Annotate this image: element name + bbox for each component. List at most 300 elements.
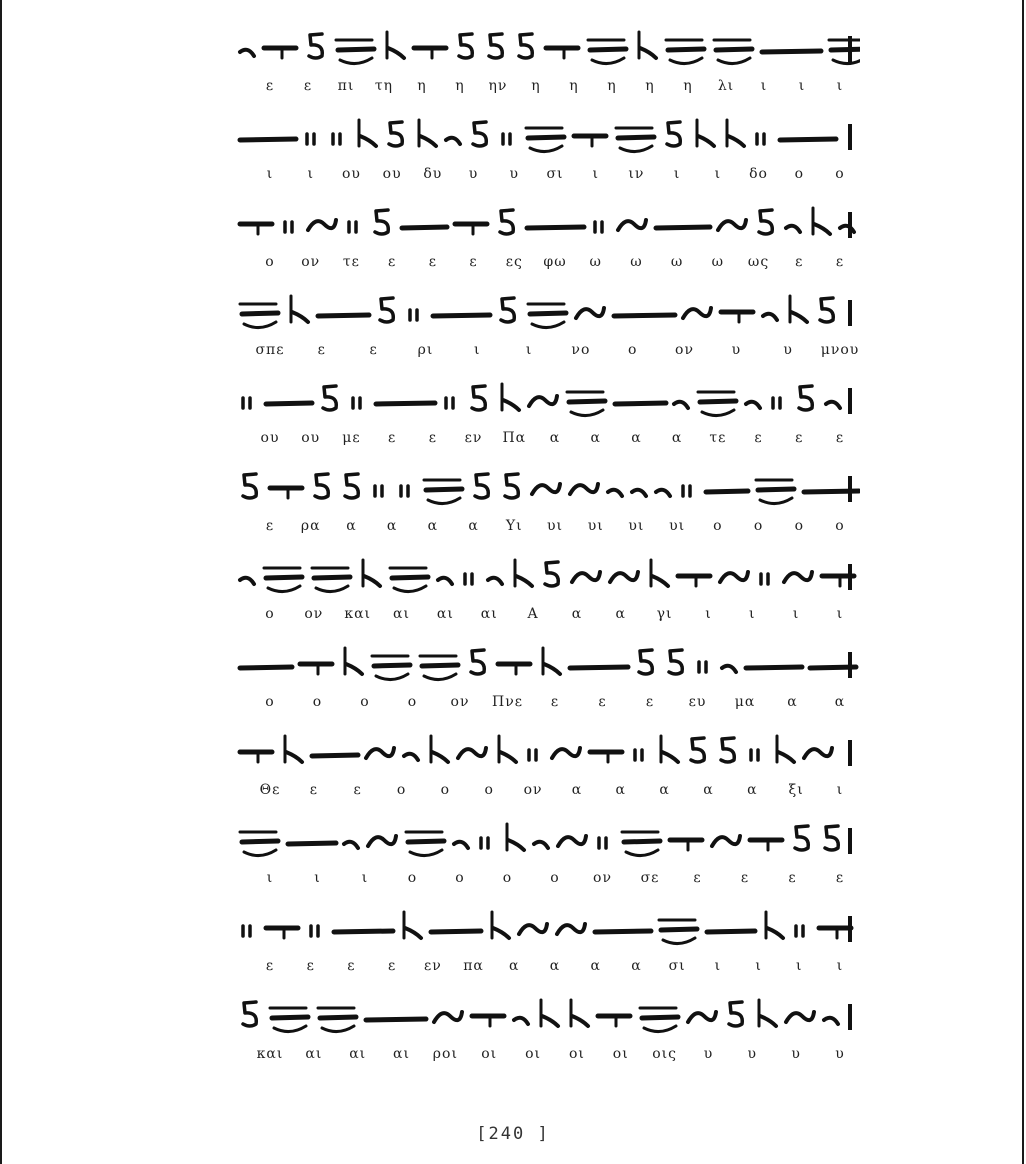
syllable: ρι — [417, 342, 434, 358]
neume-sign — [311, 926, 318, 936]
syllable: ε — [317, 342, 326, 358]
neume-sign — [656, 490, 670, 496]
syllable: ε — [309, 782, 318, 798]
neume-sign — [572, 572, 600, 582]
neume-sign — [773, 398, 780, 408]
syllable: ι — [792, 606, 800, 622]
syllable: ο — [835, 166, 845, 182]
neume-sign — [240, 139, 296, 140]
syllable: ως — [747, 254, 770, 270]
neume-sign — [459, 34, 472, 58]
neume-sign — [475, 474, 488, 498]
syllable: ον — [304, 606, 324, 622]
score-line — [230, 106, 860, 194]
syllable: ι — [836, 958, 844, 974]
neume-sign — [404, 754, 418, 760]
syllable: ε — [428, 254, 437, 270]
neume-notation — [230, 458, 860, 520]
neume-sign — [285, 736, 302, 762]
syllable: ο — [312, 694, 323, 710]
neume-sign — [372, 656, 410, 680]
neume-sign — [777, 736, 794, 762]
syllable: ι — [798, 78, 806, 94]
neume-sign — [359, 120, 376, 146]
syllable: ε — [693, 870, 702, 886]
syllable: ε — [388, 430, 397, 446]
syllable: ε — [645, 694, 655, 710]
neume-sign — [419, 120, 436, 146]
syllable-row — [230, 166, 860, 188]
syllable: ο — [753, 518, 764, 534]
neume-sign — [240, 304, 278, 328]
syllable: ε — [550, 694, 560, 710]
syllable: ι — [705, 606, 712, 622]
syllable: α — [747, 782, 758, 798]
neume-sign — [699, 662, 706, 672]
neume-notation — [230, 722, 860, 784]
syllable: ε — [428, 430, 437, 446]
neume-sign — [824, 1018, 838, 1024]
neume-sign — [264, 568, 302, 592]
syllable: ροι — [432, 1046, 458, 1062]
neume-sign — [528, 304, 566, 328]
neume-sign — [543, 648, 560, 674]
neume-sign — [240, 832, 278, 856]
neume-sign — [608, 490, 622, 496]
neume-sign — [366, 1019, 426, 1020]
neume-sign — [786, 226, 800, 232]
neume-sign — [571, 1000, 588, 1026]
neume-sign — [431, 736, 448, 762]
neume-sign — [368, 836, 396, 846]
neume-sign — [590, 752, 622, 762]
syllable: ον — [593, 870, 612, 886]
syllable: ι — [760, 78, 768, 94]
page-number: [240 ] — [476, 1124, 550, 1144]
syllable: ου — [301, 430, 321, 446]
syllable: ε — [740, 870, 750, 886]
syllable: α — [427, 518, 439, 534]
syllable: ξι — [788, 782, 804, 798]
neume-sign — [375, 486, 382, 496]
syllable: ευ — [688, 694, 707, 710]
neume-sign — [471, 650, 484, 674]
neume-sign — [270, 488, 302, 498]
neume-sign — [420, 656, 458, 680]
neume-sign — [545, 562, 558, 586]
neume-sign — [820, 298, 833, 322]
syllable: υ — [835, 1046, 845, 1062]
syllable: ω — [670, 254, 684, 270]
neume-sign — [804, 748, 832, 758]
neume-sign — [688, 1012, 716, 1022]
neume-sign — [698, 392, 736, 416]
neume-sign — [401, 486, 408, 496]
neume-sign — [570, 484, 598, 494]
neume-sign — [389, 122, 402, 146]
neume-sign — [500, 210, 513, 234]
syllable: ι — [714, 166, 722, 182]
syllable-row — [230, 342, 860, 364]
syllable: ου — [341, 166, 361, 182]
syllable: ο — [628, 342, 638, 358]
syllable: α — [590, 430, 601, 446]
syllable: Υι — [505, 518, 523, 534]
score-line — [230, 546, 860, 634]
neume-sign — [404, 912, 421, 938]
syllable: τη — [374, 78, 394, 94]
syllable: ο — [550, 870, 560, 886]
neume-notation — [230, 810, 860, 872]
syllable: ο — [265, 694, 275, 710]
syllable: ε — [369, 342, 378, 358]
neume-sign — [315, 474, 328, 498]
syllable-row — [230, 782, 860, 804]
syllable: α — [615, 606, 626, 622]
neume-sign — [507, 824, 524, 850]
neume-notation — [230, 634, 860, 696]
score-line — [230, 986, 860, 1074]
syllable: λι — [717, 78, 735, 94]
neume-sign — [264, 48, 296, 58]
syllable: υ — [703, 1046, 714, 1062]
syllable: εν — [423, 958, 442, 974]
neume-sign — [266, 403, 312, 404]
syllable: ι — [592, 166, 599, 182]
syllable: ι — [314, 870, 321, 886]
neume-sign — [455, 224, 487, 234]
syllable: δο — [749, 166, 768, 182]
syllable: δυ — [423, 166, 443, 182]
neume-sign — [651, 560, 668, 586]
syllable: η — [569, 78, 579, 94]
neume-sign — [526, 128, 564, 152]
neume-sign — [433, 315, 490, 316]
neume-sign — [410, 310, 417, 320]
neume-sign — [780, 139, 836, 140]
neume-sign — [618, 220, 646, 230]
syllable: γι — [656, 606, 673, 622]
neume-sign — [307, 134, 314, 144]
neume-sign — [402, 227, 447, 228]
syllable: ι — [673, 166, 681, 182]
neume-sign — [570, 667, 628, 668]
neume-sign — [458, 748, 486, 758]
score-line — [230, 810, 860, 898]
neume-sign — [790, 296, 807, 322]
neume-sign — [529, 750, 536, 760]
neume-sign — [363, 560, 380, 586]
syllable: νο — [571, 342, 591, 358]
syllable: ε — [598, 694, 607, 710]
neume-sign — [683, 486, 690, 496]
neume-sign — [387, 32, 404, 58]
syllable: ε — [303, 78, 313, 94]
neume-sign — [766, 912, 783, 938]
neume-notation — [230, 282, 860, 344]
syllable: οι — [525, 1046, 542, 1062]
neume-sign — [366, 748, 394, 758]
syllable: α — [468, 518, 479, 534]
score-line — [230, 282, 860, 370]
syllable: ιν — [628, 166, 645, 182]
neume-sign — [659, 920, 697, 944]
syllable: ο — [835, 518, 845, 534]
neume-sign — [720, 572, 748, 582]
syllable: ι — [474, 342, 481, 358]
syllable: ο — [407, 694, 418, 710]
neume-sign — [598, 1016, 630, 1026]
neume-sign — [632, 490, 646, 496]
syllable: ου — [382, 166, 402, 182]
neume-sign — [336, 40, 374, 64]
neume-sign — [727, 120, 744, 146]
syllable: ε — [265, 78, 275, 94]
neume-sign — [656, 227, 710, 228]
neume-sign — [763, 314, 777, 320]
syllable: υι — [669, 518, 686, 534]
neume-sign — [240, 50, 254, 56]
syllable: σε — [640, 870, 660, 886]
neume-sign — [300, 664, 332, 674]
syllable: υ — [509, 166, 520, 182]
syllable: Θε — [259, 782, 281, 798]
neume-sign — [472, 386, 485, 410]
neume-sign — [375, 210, 388, 234]
neume-sign — [595, 931, 651, 932]
syllable: ο — [360, 694, 370, 710]
syllable: με — [342, 430, 361, 446]
syllable: ω — [589, 254, 602, 270]
neume-sign — [614, 315, 675, 316]
syllable: ε — [795, 430, 804, 446]
neume-sign — [454, 842, 468, 848]
syllable-row — [230, 870, 860, 892]
neume-sign — [552, 748, 580, 758]
neume-sign — [729, 1002, 742, 1026]
syllable: ε — [388, 254, 397, 270]
neume-sign — [826, 402, 840, 408]
neume-sign — [718, 220, 746, 230]
neume-sign — [588, 40, 626, 64]
neume-sign — [502, 384, 519, 410]
neume-sign — [616, 128, 654, 152]
syllable: ι — [266, 870, 274, 886]
syllable: ι — [714, 958, 722, 974]
syllable: υι — [628, 518, 645, 534]
neume-sign — [661, 736, 678, 762]
syllable: α — [631, 958, 642, 974]
syllable: ε — [265, 518, 275, 534]
syllable: ω — [711, 254, 725, 270]
syllable: φω — [543, 254, 567, 270]
syllable: η — [683, 78, 693, 94]
score-line — [230, 898, 860, 986]
score-line — [230, 18, 860, 106]
syllable: ε — [788, 870, 797, 886]
neume-sign — [813, 208, 830, 234]
neume-sign — [721, 312, 753, 322]
syllable: πα — [463, 958, 484, 974]
syllable: Α — [527, 606, 539, 622]
neume-sign — [333, 134, 340, 144]
neume-sign — [683, 308, 711, 318]
neume-sign — [574, 136, 606, 146]
syllable: α — [509, 958, 520, 974]
neume-sign — [353, 398, 360, 408]
score-line — [230, 634, 860, 722]
syllable: αι — [305, 1046, 323, 1062]
neume-sign — [599, 838, 606, 848]
syllable: ι — [796, 958, 803, 974]
syllable: η — [417, 78, 427, 94]
syllable: ο — [484, 782, 494, 798]
neume-sign — [465, 574, 472, 584]
neume-sign — [799, 386, 812, 410]
neume-sign — [706, 491, 748, 492]
page-right-border — [1022, 0, 1024, 1164]
neume-sign — [759, 210, 772, 234]
neume-sign — [784, 572, 812, 582]
syllable: ο — [265, 606, 275, 622]
neume-sign — [757, 134, 764, 144]
syllable: α — [834, 694, 846, 710]
syllable: ε — [265, 958, 275, 974]
syllable: οι — [568, 1046, 585, 1062]
neume-sign — [761, 574, 768, 584]
syllable: ον — [523, 782, 543, 798]
syllable: η — [607, 78, 617, 94]
syllable: αι — [480, 606, 498, 622]
syllable: υ — [747, 1046, 758, 1062]
neume-sign — [678, 576, 710, 586]
syllable: ο — [265, 254, 275, 270]
neume-sign — [434, 1012, 462, 1022]
syllable: ε — [835, 254, 845, 270]
syllable-row — [230, 254, 860, 276]
syllable: ον — [301, 254, 321, 270]
neume-sign — [318, 315, 369, 316]
neume-sign — [829, 40, 860, 64]
neume-sign — [610, 572, 638, 582]
syllable: ι — [749, 606, 756, 622]
syllable: και — [344, 606, 372, 622]
neume-sign — [622, 832, 660, 856]
syllable: ε — [835, 430, 845, 446]
syllable: αι — [393, 606, 411, 622]
syllable: πι — [337, 78, 355, 94]
neume-sign — [674, 402, 688, 408]
syllable: υι — [587, 518, 604, 534]
syllable: και — [256, 1046, 284, 1062]
syllable: ι — [525, 342, 533, 358]
neume-sign — [750, 840, 782, 850]
syllable: ο — [440, 782, 451, 798]
syllable: ε — [347, 958, 356, 974]
neume-sign — [266, 928, 298, 938]
syllable: η — [455, 78, 465, 94]
neume-sign — [505, 474, 518, 498]
neume-sign — [819, 928, 851, 938]
neume-sign — [712, 836, 740, 846]
syllable: α — [659, 782, 670, 798]
neume-sign — [557, 924, 585, 934]
syllable: αι — [349, 1046, 367, 1062]
page-left-border — [0, 0, 2, 1164]
neume-sign — [825, 826, 838, 850]
syllable: ε — [835, 870, 845, 886]
neume-sign — [499, 736, 516, 762]
syllable-row — [230, 78, 860, 100]
neume-sign — [390, 568, 428, 592]
syllable: υ — [783, 342, 793, 358]
syllable: υ — [468, 166, 479, 182]
syllable: υι — [547, 518, 563, 534]
neume-sign — [714, 40, 752, 64]
syllable: ο — [396, 782, 407, 798]
neume-sign — [481, 838, 488, 848]
score-line — [230, 458, 860, 546]
neume-sign — [615, 403, 666, 404]
score-line — [230, 722, 860, 810]
syllable: σι — [546, 166, 564, 182]
neume-sign — [380, 298, 393, 322]
syllable: ες — [505, 254, 523, 270]
neume-notation — [230, 370, 860, 432]
syllable: ο — [502, 870, 513, 886]
neume-sign — [567, 392, 605, 416]
neume-sign — [308, 220, 336, 230]
syllable: ε — [388, 958, 397, 974]
syllable: μνου — [820, 342, 860, 358]
neume-sign — [472, 1016, 504, 1026]
syllable: τε — [342, 254, 360, 270]
neume-sign — [438, 578, 452, 584]
syllable: α — [549, 958, 561, 974]
syllable: ε — [754, 430, 763, 446]
syllable: η — [645, 78, 655, 94]
neume-sign — [707, 931, 755, 932]
syllable: ο — [794, 518, 804, 534]
neume-notation — [230, 194, 860, 256]
neume-sign — [345, 474, 358, 498]
syllable: Πα — [502, 430, 527, 446]
neume-sign — [546, 48, 578, 58]
neume-sign — [323, 386, 336, 410]
neume-sign — [291, 296, 308, 322]
neume-sign — [240, 224, 272, 234]
syllable: η — [531, 78, 541, 94]
neume-sign — [576, 308, 604, 318]
syllable: αι — [393, 1046, 411, 1062]
syllable: ε — [306, 958, 315, 974]
syllable: σπε — [255, 342, 285, 358]
neume-sign — [243, 398, 250, 408]
neume-sign — [722, 666, 736, 672]
syllable-row — [230, 694, 860, 716]
syllable: Πνε — [492, 694, 523, 710]
neume-sign — [243, 474, 256, 498]
neume-sign — [488, 578, 502, 584]
syllable: σι — [668, 958, 686, 974]
neume-sign — [349, 222, 356, 232]
neume-sign — [446, 398, 453, 408]
syllable: ο — [407, 870, 418, 886]
neume-sign — [514, 1018, 528, 1024]
neume-notation — [230, 986, 860, 1048]
neume-sign — [285, 222, 292, 232]
syllable: α — [346, 518, 357, 534]
